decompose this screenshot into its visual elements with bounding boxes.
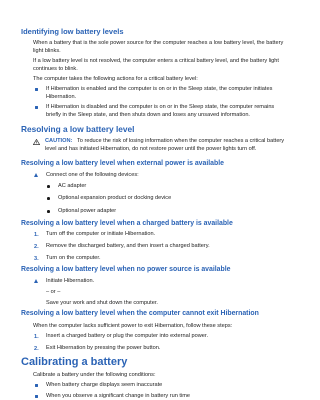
caution-line: level and has initiated Hibernation, do not restore power until the power lights turn off. <box>45 146 257 152</box>
step-text: Save your work and shut down the computer. <box>46 300 158 306</box>
paragraph-line: Calibrate a battery under the following conditions: <box>33 372 156 378</box>
step-text: Connect one of the following devices: <box>46 172 139 178</box>
paragraph-line: light blinks. <box>33 48 61 54</box>
paragraph-line: continues to blink. <box>33 66 78 72</box>
step-number: 1. <box>34 334 39 340</box>
step-text: Exit Hibernation by pressing the power button. <box>46 345 161 351</box>
bullet-icon <box>35 88 38 91</box>
list-item: AC adapter <box>58 183 87 189</box>
paragraph-line: The computer takes the following actions for a critical battery level: <box>33 76 198 82</box>
step-number: 2. <box>34 244 39 250</box>
caution-line <box>45 137 284 145</box>
bullet-icon <box>35 106 38 109</box>
bullet-icon <box>35 395 38 398</box>
bullet-icon <box>47 210 50 213</box>
step-text: Insert a charged battery or plug the computer into external power. <box>46 333 208 339</box>
list-item: If Hibernation is enabled and the computer is on or in the Sleep state, the computer initiates <box>46 86 273 92</box>
list-item: Hibernation. <box>46 94 77 100</box>
or-separator: – or – <box>46 289 61 295</box>
section-title-identifying: Identifying low battery levels <box>21 27 124 36</box>
subsection-title-no-power: Resolving a low battery level when no power source is available <box>21 266 231 273</box>
subsection-title-cannot-exit-hibernation: Resolving a low battery level when the computer cannot exit Hibernation <box>21 310 259 317</box>
step-text: Turn on the computer. <box>46 255 101 261</box>
step-number: 2. <box>34 346 39 352</box>
list-item: If Hibernation is disabled and the computer is on or in the Sleep state, the computer remains <box>46 104 275 110</box>
subsection-title-charged-battery: Resolving a low battery level when a charged battery is available <box>21 220 233 227</box>
list-item: When battery charge displays seem inaccurate <box>46 382 163 388</box>
triangle-bullet-icon <box>34 173 38 177</box>
paragraph-line: When a battery that is the sole power source for the computer reaches a low battery level, the battery <box>33 40 284 46</box>
list-item: briefly in the Sleep state, and then shuts down and loses any unsaved information. <box>46 112 250 118</box>
paragraph-line: If a low battery level is not resolved, the computer enters a critical battery level, and the battery light <box>33 58 279 64</box>
triangle-bullet-icon <box>34 279 38 283</box>
caution-text: To reduce the risk of losing information when the computer reaches a critical battery <box>77 138 285 144</box>
list-item: Optional expansion product or docking device <box>58 195 172 201</box>
caution-label: CAUTION: <box>45 138 73 144</box>
bullet-icon <box>47 197 50 200</box>
warning-triangle-icon <box>33 139 40 145</box>
section-title-resolving: Resolving a low battery level <box>21 124 135 134</box>
bullet-icon <box>35 384 38 387</box>
subsection-title-external-power: Resolving a low battery level when external power is available <box>21 160 224 167</box>
paragraph-line: When the computer lacks sufficient power to exit Hibernation, follow these steps: <box>33 323 233 329</box>
step-number: 1. <box>34 232 39 238</box>
step-text: Turn off the computer or initiate Hibernation. <box>46 231 156 237</box>
step-text: Remove the discharged battery, and then insert a charged battery. <box>46 243 210 249</box>
step-number: 3. <box>34 256 39 262</box>
bullet-icon <box>47 185 50 188</box>
list-item: Optional power adapter <box>58 208 117 214</box>
section-title-calibrating: Calibrating a battery <box>21 356 128 368</box>
list-item: When you observe a significant change in battery run time <box>46 393 190 399</box>
step-text: Initiate Hibernation. <box>46 278 95 284</box>
